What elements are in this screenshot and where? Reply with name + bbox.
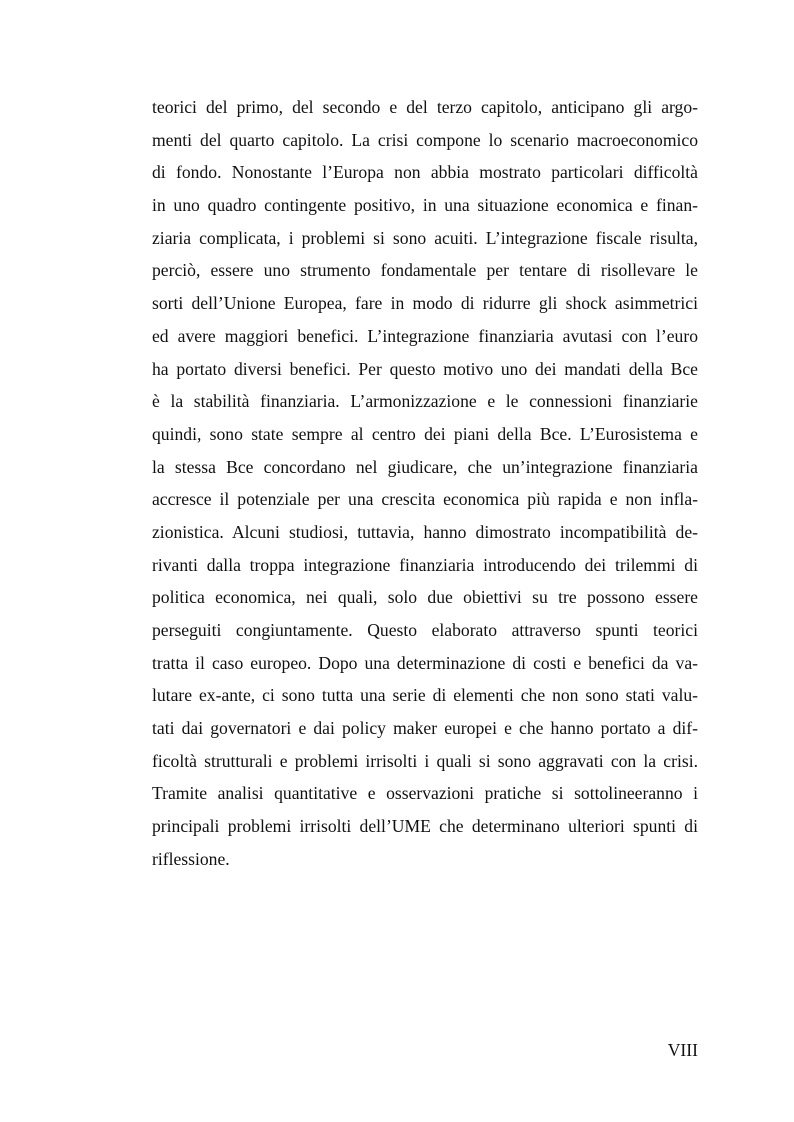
text-line: Tramite analisi quantitative e osservazioni pratiche si sottolineeranno i [152,783,698,804]
body-paragraph [152,91,698,876]
text-line: politica economica, nei quali, solo due obiettivi su tre possono essere [152,587,698,608]
text-line: quindi, sono state sempre al centro dei piani della Bce. L’Eurosistema e [152,423,698,444]
text-line: principali problemi irrisolti dell’UME che determinano ulteriori spunti di [152,816,698,837]
page-number: VIII [667,1040,698,1060]
text-line: zionistica. Alcuni studiosi, tuttavia, hanno dimostrato incompatibilità de- [152,521,698,542]
text-line: perseguiti congiuntamente. Questo elaborato attraverso spunti teorici [152,620,698,640]
text-line: ha portato diversi benefici. Per questo motivo uno dei mandati della Bce [152,358,698,379]
text-line: tratta il caso europeo. Dopo una determinazione di costi e benefici da va- [152,652,698,673]
text-line-last: riflessione. [152,848,230,869]
text-line: di fondo. Nonostante l’Europa non abbia mostrato particolari difficoltà [152,162,698,183]
text-line: in uno quadro contingente positivo, in una situazione economica e finan- [152,195,698,216]
text-line: è la stabilità finanziaria. L’armonizzazione e le connessioni finanziarie [152,391,698,412]
text-line: tati dai governatori e dai policy maker europei e che hanno portato a dif- [152,718,698,739]
text-line: menti del quarto capitolo. La crisi compone lo scenario macroeconomico [152,129,698,150]
text-line: perciò, essere uno strumento fondamentale per tentare di risollevare le [152,260,698,281]
text-line: sorti dell’Unione Europea, fare in modo di ridurre gli shock asimmetrici [152,293,698,314]
text-line: accresce il potenziale per una crescita economica più rapida e non infla- [152,489,698,510]
text-line: teorici del primo, del secondo e del terzo capitolo, anticipano gli argo- [152,97,698,117]
text-line: la stessa Bce concordano nel giudicare, che un’integrazione finanziaria [152,456,698,477]
text-line: rivanti dalla troppa integrazione finanziaria introducendo dei trilemmi di [152,554,698,575]
text-line: ziaria complicata, i problemi si sono acuiti. L’integrazione fiscale risulta, [152,227,698,248]
text-line: lutare ex-ante, ci sono tutta una serie di elementi che non sono stati valu- [152,685,698,706]
text-line: ed avere maggiori benefici. L’integrazione finanziaria avutasi con l’euro [152,325,698,346]
text-line: ficoltà strutturali e problemi irrisolti i quali si sono aggravati con la crisi. [152,750,698,771]
